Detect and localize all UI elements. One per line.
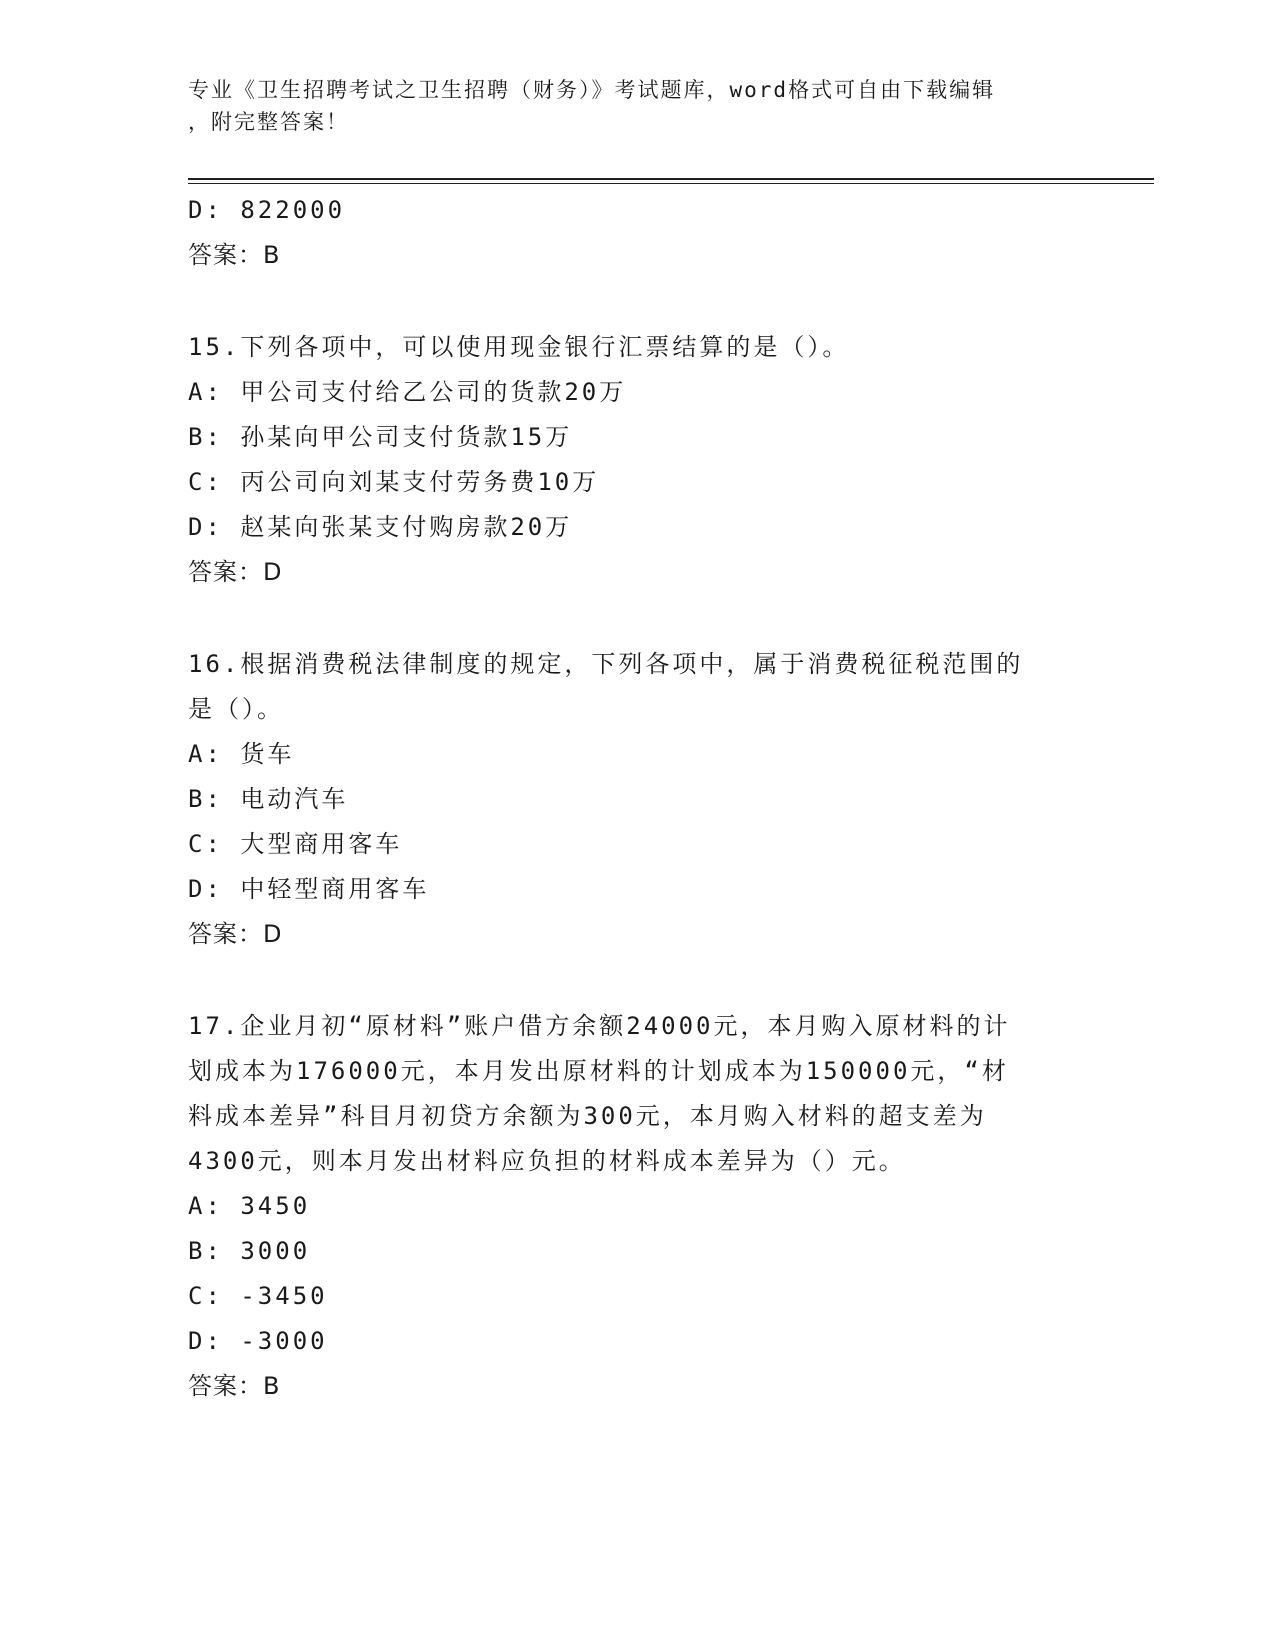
question-16 — [188, 642, 1088, 957]
option-a: A: 甲公司支付给乙公司的货款20万 — [188, 378, 627, 406]
option-d: D: 中轻型商用客车 — [188, 875, 430, 903]
answer-line: 答案：D — [188, 558, 283, 586]
question-stem-line-4: 4300元，则本月发出材料应负担的材料成本差异为（）元。 — [188, 1147, 906, 1175]
option-b: B: 电动汽车 — [188, 785, 349, 813]
answer-line: 答案：B — [188, 241, 281, 269]
option-d: D: 赵某向张某支付购房款20万 — [188, 513, 573, 541]
question-15 — [188, 325, 1088, 595]
option-c: C: 大型商用客车 — [188, 830, 403, 858]
question-spacer — [188, 957, 1088, 1004]
option-b: B: 3000 — [188, 1237, 311, 1265]
option-c: C: -3450 — [188, 1282, 328, 1310]
answer-line: 答案：B — [188, 1372, 281, 1400]
answer-line: 答案：D — [188, 920, 283, 948]
option-c: C: 丙公司向刘某支付劳务费10万 — [188, 468, 600, 496]
question-stem-line-1: 17.企业月初“原材料”账户借方余额24000元，本月购入原材料的计 — [188, 1012, 1011, 1040]
header-divider — [188, 178, 1154, 180]
question-stem-line-2: 划成本为176000元，本月发出原材料的计划成本为150000元，“材 — [188, 1057, 1009, 1085]
question-stem-line-2: 是（）。 — [188, 695, 284, 723]
header-divider-thin — [188, 183, 1154, 184]
question-17 — [188, 1004, 1088, 1409]
option-d: D: 822000 — [188, 196, 346, 224]
question-stem-line-1: 16.根据消费税法律制度的规定，下列各项中，属于消费税征税范围的 — [188, 650, 1024, 678]
option-a: A: 3450 — [188, 1192, 311, 1220]
header-line-2: ，附完整答案！ — [188, 110, 349, 134]
option-b: B: 孙某向甲公司支付货款15万 — [188, 423, 573, 451]
page-header — [188, 74, 1088, 138]
option-d: D: -3000 — [188, 1327, 328, 1355]
question-spacer — [188, 278, 1088, 325]
header-line-1: 专业《卫生招聘考试之卫生招聘（财务）》考试题库，word格式可自由下载编辑 — [188, 78, 996, 102]
document-body — [188, 188, 1088, 1409]
question-spacer — [188, 595, 1088, 642]
question-stem: 15.下列各项中，可以使用现金银行汇票结算的是（）。 — [188, 333, 850, 361]
option-a: A: 货车 — [188, 740, 295, 768]
question-stem-line-3: 料成本差异”科目月初贷方余额为300元，本月购入材料的超支差为 — [188, 1102, 987, 1130]
